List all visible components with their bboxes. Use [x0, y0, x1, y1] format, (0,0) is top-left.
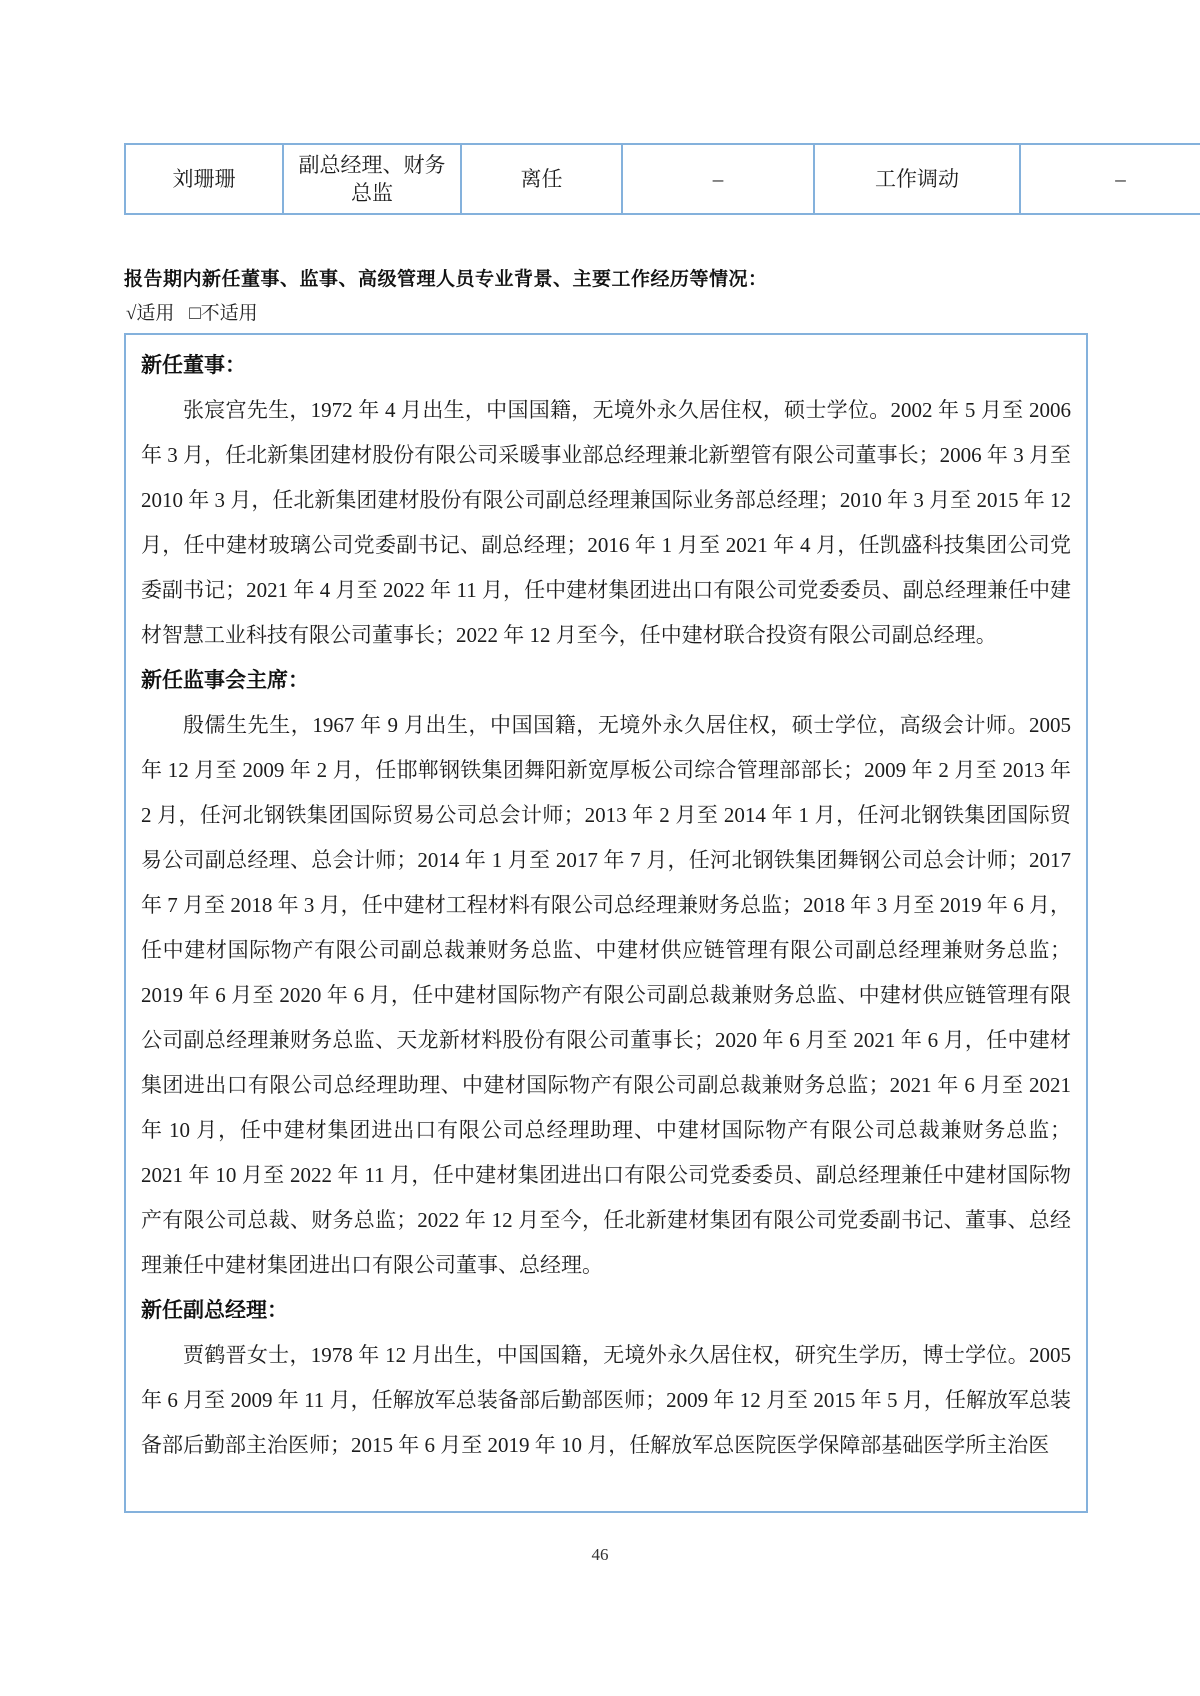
- cell-position: 副总经理、财务总监: [283, 144, 461, 214]
- personnel-change-table: [124, 143, 1200, 215]
- cell-name: 刘珊珊: [125, 144, 283, 214]
- paragraph-new-deputy-gm: 贾鹤晋女士，1978 年 12 月出生，中国国籍，无境外永久居住权，研究生学历，博士学位。2005 年 6 月至 2009 年 11 月，任解放军总装备部后勤部医师；2009 年 12 月至 2015 年 5 月，任解放军总装备部后勤部主治医师；2015 年 6 月至 2019 年 10 月，任解放军总医院医学保障部基础医学所主治医: [141, 1343, 1071, 1457]
- subsection-title-new-supervisor-chairman: 新任监事会主席：: [141, 668, 309, 692]
- subsection-title-new-deputy-gm: 新任副总经理：: [141, 1298, 288, 1322]
- section-heading: 报告期内新任董事、监事、高级管理人员专业背景、主要工作经历等情况：: [124, 269, 768, 290]
- cell-date: –: [622, 144, 814, 214]
- cell-change-type: 离任: [461, 144, 622, 214]
- paragraph-new-director: 张宸宫先生，1972 年 4 月出生，中国国籍，无境外永久居住权，硕士学位。2002 年 5 月至 2006 年 3 月，任北新集团建材股份有限公司采暖事业部总经理兼北新塑管有限公司董事长；2006 年 3 月至 2010 年 3 月，任北新集团建材股份有限公司副总经理兼国际业务部总经理；2010 年 3 月至 2015 年 12 月，任中建材玻璃公司党委副书记、副总经理；2016 年 1 月至 2021 年 4 月，任凯盛科技集团公司党委副书记；2021 年 4 月至 2022 年 11 月，任中建材集团进出口有限公司党委委员、副总经理兼任中建材智慧工业科技有限公司董事长；2022 年 12 月至今，任中建材联合投资有限公司副总经理。: [141, 398, 1071, 647]
- subsection-title-new-director: 新任董事：: [141, 353, 246, 377]
- applicability-line: [126, 298, 268, 325]
- page-number: 46: [591, 1545, 609, 1564]
- table-row: [125, 144, 1200, 214]
- biography-box: [124, 333, 1088, 1513]
- cell-reason: 工作调动: [814, 144, 1020, 214]
- applicable-option: √适用: [126, 303, 175, 324]
- not-applicable-option: □不适用: [189, 303, 258, 324]
- cell-remark: –: [1020, 144, 1200, 214]
- paragraph-new-supervisor-chairman: 殷儒生先生，1967 年 9 月出生，中国国籍，无境外永久居住权，硕士学位，高级会计师。2005 年 12 月至 2009 年 2 月，任邯郸钢铁集团舞阳新宽厚板公司综合管理部部长；2009 年 2 月至 2013 年 2 月，任河北钢铁集团国际贸易公司总会计师；2013 年 2 月至 2014 年 1 月，任河北钢铁集团国际贸易公司副总经理、总会计师；2014 年 1 月至 2017 年 7 月，任河北钢铁集团舞钢公司总会计师；2017 年 7 月至 2018 年 3 月，任中建材工程材料有限公司总经理兼财务总监；2018 年 3 月至 2019 年 6 月，任中建材国际物产有限公司副总裁兼财务总监、中建材供应链管理有限公司副总经理兼财务总监；2019 年 6 月至 2020 年 6 月，任中建材国际物产有限公司副总裁兼财务总监、中建材供应链管理有限公司副总经理兼财务总监、天龙新材料股份有限公司董事长；2020 年 6 月至 2021 年 6 月，任中建材集团进出口有限公司总经理助理、中建材国际物产有限公司副总裁兼财务总监；2021 年 6 月至 2021 年 10 月，任中建材集团进出口有限公司总经理助理、中建材国际物产有限公司总裁兼财务总监；2021 年 10 月至 2022 年 11 月，任中建材集团进出口有限公司党委委员、副总经理兼任中建材国际物产有限公司总裁、财务总监；2022 年 12 月至今，任北新建材集团有限公司党委副书记、董事、总经理兼任中建材集团进出口有限公司董事、总经理。: [141, 713, 1071, 1277]
